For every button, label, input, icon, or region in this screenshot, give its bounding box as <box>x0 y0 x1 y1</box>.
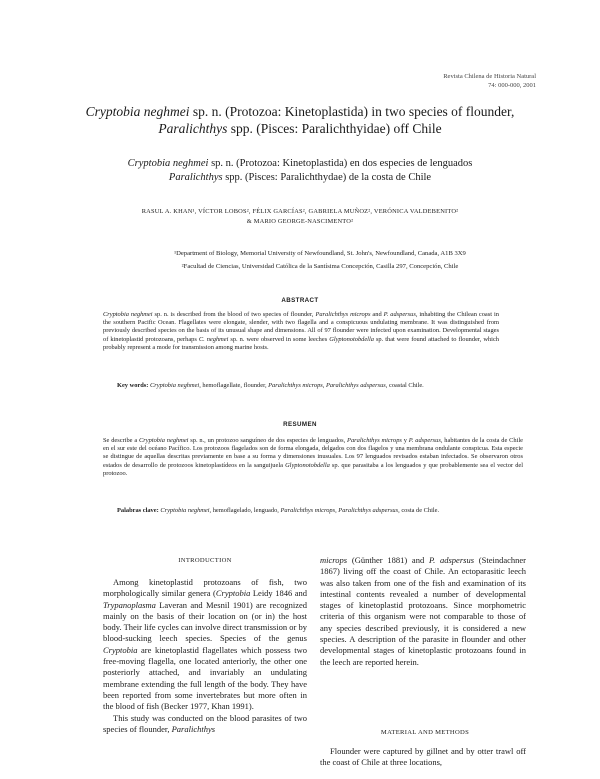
journal-volume: 74: 000-000, 2001 <box>488 82 536 89</box>
methods-paragraph-1: Flounder were captured by gillnet and by otter trawl off the coast of Chile at three locations, <box>320 746 526 768</box>
author-list <box>110 207 490 227</box>
keywords-text-2: , coastal Chile. <box>385 382 424 389</box>
journal-name: Revista Chilena de Historia Natural <box>443 73 536 80</box>
journal-reference <box>336 72 536 90</box>
right-text-2: (Steindachner 1867) living off the coast of Chile. An ectoparasitic leech was also taken from one of the fish and examination of its intestinal contents revealed a number of developmental stages of kinetoplastid protozoans. Since morphometric criteria of this organism were not comparable to those of any species described previously, it is considered a new species. A description of the parasite in flounder and other developmental stages of kinetoplastic protozoans found in the leech are reported herein. <box>320 555 526 667</box>
resumen-text-4: , habitantes de la costa de Chile en el sur este del océano Pacífico. Los protozoos flagelados son de forma elongada, delgados con dos flagelos y una membrana ondulante conspicua. Esta especie se distingue de aquellas descritas previamente en base a su forma y dimensiones inusuales. Los 97 lenguados revisados estaban infectados. Se observaron otros estados de desarrollo de protozoos kinetoplastídeos en la sanguijuela <box>103 437 524 469</box>
article-title-spanish <box>100 157 500 185</box>
palabras-species: Cryptobia neghmei <box>160 507 210 514</box>
resumen-text-2: sp. n., un protozoo sanguíneo de dos especies de lenguados, <box>188 437 348 444</box>
palabras-clave <box>117 507 517 515</box>
abstract-heading: ABSTRACT <box>281 297 319 304</box>
affiliations <box>110 249 530 275</box>
abstract-and: and <box>370 311 384 318</box>
palabras-hosts: Paralichthys microps, Paralichthys adspersus <box>280 507 399 514</box>
abstract-species-short: C. neghmei <box>198 335 229 343</box>
keywords-species: Cryptobia neghmei <box>150 382 200 389</box>
keywords-label: Key words: <box>117 382 149 389</box>
palabras-text-2: , costa de Chile. <box>398 507 440 514</box>
keywords-text-1: , hemoflagellate, flounder, <box>199 382 269 389</box>
title-species: Cryptobia neghmei <box>85 104 190 119</box>
right-text-1: (Günther 1881) and <box>347 555 429 565</box>
authors-line-2: & MARIO GEORGE-NASCIMENTO² <box>246 218 354 225</box>
right-species-1: microps <box>320 555 348 565</box>
resumen-host-2: P. adspersus <box>408 437 441 444</box>
abstract-leech: Glyptonotobdella <box>329 335 374 343</box>
title-part-1: sp. n. (Protozoa: Kinetoplastida) in two species of flounder, <box>189 104 515 119</box>
palabras-label: Palabras clave: <box>117 507 159 514</box>
palabras-text-1: , hemoflagelado, lenguado, <box>209 507 281 514</box>
abstract-species: Cryptobia neghmei <box>103 311 153 318</box>
keywords <box>117 382 499 390</box>
intro-genus-1: Cryptobia <box>215 588 251 599</box>
keywords-hosts: Paralichthys microps, Paralichthys adspersus <box>268 382 386 389</box>
methods-column <box>320 746 526 769</box>
article-title <box>70 103 530 137</box>
affiliation-2: ²Facultad de Ciencias, Universidad Católica de la Santísima Concepción, Casilla 297, Concepción, Chile <box>181 263 459 270</box>
resumen-leech: Glyptonotobdella <box>285 461 330 469</box>
abstract-host-1: Paralichthys microps <box>315 311 371 318</box>
abstract-text-2: , inhabiting the Chilean coast in the southern Pacific Ocean. Flagellates were elongate, slender, with two flagella and a conspicuous undulating membrane. It was distinguished from previously described species on the basis of its unusual shape and dimensions. All of 97 flounder were infected upon examination. Developmental stages of kinetoplastid protozoans, perhaps <box>103 311 499 343</box>
title-es-part-2: spp. (Pisces: Paralichthydae) de la costa de Chile <box>222 172 432 183</box>
resumen-text-3: y <box>401 437 409 444</box>
abstract-text-4: sp. that were found attached to flounder, which probably represent a mode for transmission among marine hosts. <box>103 335 499 351</box>
intro-genus-4: Paralichthys <box>171 723 216 734</box>
introduction-heading: INTRODUCTION <box>178 557 232 564</box>
intro-genus-2: Trypanoplasma <box>103 599 156 610</box>
title-es-part-1: sp. n. (Protozoa: Kinetoplastida) en dos especies de lenguados <box>208 158 473 169</box>
intro-paragraph-1 <box>103 577 307 713</box>
resumen-text-1: Se describe a <box>103 437 140 444</box>
abstract-text-3: sp. n. were observed in some leeches <box>228 335 330 343</box>
intro-text-4: are kinetoplastid flagellates which possess two free-moving flagella, one located anteriorly, the other one posteriorly attached, and invariably an undulating membrane extending the full length of the body. They have been reported from some invertebrates but more often in the blood of fish (Becker 1977, Khan 1991). <box>103 644 307 712</box>
resumen-host-1: Paralichthys microps <box>347 437 402 444</box>
intro-text-3: Laveran and Mesnil 1901) are recognized mainly on the basis of their location on (or in) the host body. Their life cycles can involve direct transmission or by blood-sucking leech species. Species of the genus <box>103 599 307 644</box>
title-es-host-genus: Paralichthys <box>168 172 223 183</box>
methods-heading: MATERIAL AND METHODS <box>380 729 470 736</box>
abstract-text-1: sp. n. is described from the blood of two species of flounder, <box>152 311 316 318</box>
right-species-2: P. adspersus <box>429 555 475 565</box>
resumen-species: Cryptobia neghmei <box>139 437 189 444</box>
title-part-2: spp. (Pisces: Paralichthyidae) off Chile <box>227 121 442 136</box>
abstract-text <box>103 311 499 352</box>
abstract-host-2: P. adspersus <box>383 311 416 318</box>
title-es-species: Cryptobia neghmei <box>127 158 209 169</box>
introduction-column <box>103 577 307 735</box>
title-host-genus: Paralichthys <box>158 121 228 136</box>
right-paragraph-1 <box>320 555 526 668</box>
resumen-heading: RESUMEN <box>283 421 317 428</box>
authors-line-1: RASUL A. KHAN¹, VÍCTOR LOBOS², FÉLIX GARCÍAS², GABRIELA MUÑOZ², VERÓNICA VALDEBENITO² <box>141 208 459 215</box>
intro-text-5: This study was conducted on the blood parasites of two species of flounder, <box>103 712 307 734</box>
intro-text-2: Leidy 1846 and <box>250 588 307 599</box>
affiliation-1: ¹Department of Biology, Memorial University of Newfoundland, St. John's, Newfoundland, Canada, A1B 3X9 <box>174 250 466 257</box>
intro-text-1: Among kinetoplastid protozoans of fish, two morphologically similar genera ( <box>103 577 307 599</box>
resumen-text <box>103 437 523 478</box>
right-column <box>320 555 526 668</box>
intro-paragraph-2 <box>103 713 307 736</box>
resumen-text-5: sp. que parasitaba a los lenguados y que probablemente sea el vector del protozoo. <box>103 461 524 477</box>
intro-genus-3: Cryptobia <box>103 644 138 655</box>
